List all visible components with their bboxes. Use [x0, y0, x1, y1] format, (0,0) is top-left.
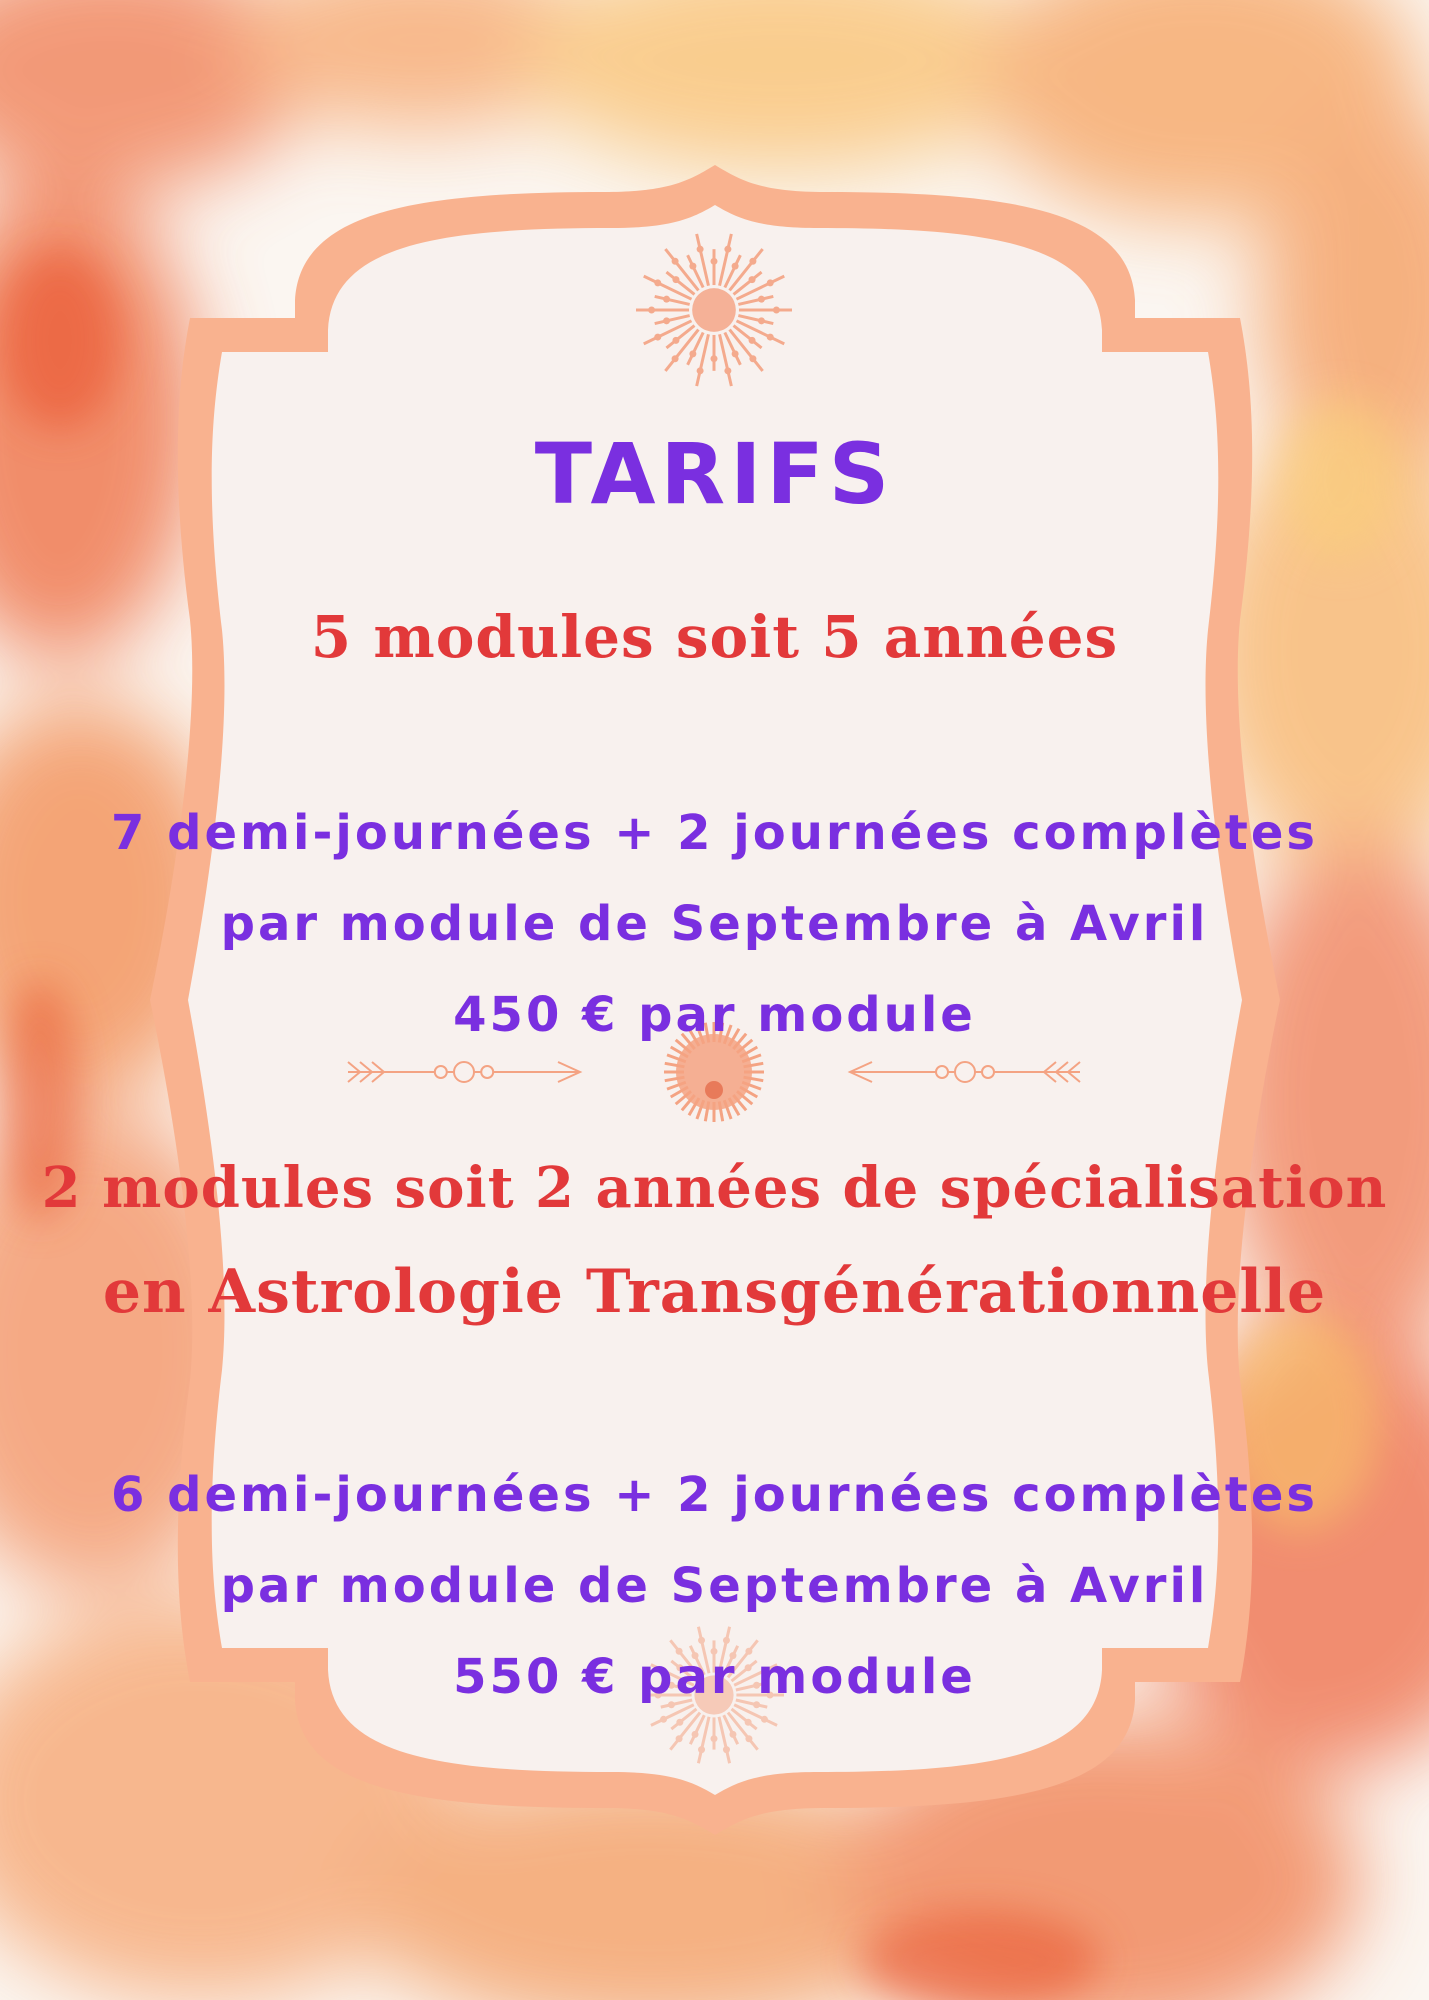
sunburst-ornament-icon [636, 234, 792, 386]
page-title: TARIFS [534, 425, 895, 523]
cycle-2-price: 550 € par module [453, 1649, 976, 1705]
cycle-1-price: 450 € par module [453, 987, 976, 1043]
cycle-1-heading: 5 modules soit 5 années [310, 603, 1119, 671]
cycle-2-line-1: 6 demi-journées + 2 journées complètes [110, 1467, 1318, 1523]
cycle-1-line-2: par module de Septembre à Avril [220, 896, 1209, 952]
cycle-2-heading-line-2: en Astrologie Transgénérationnelle [102, 1257, 1327, 1327]
arrow-divider-icon [348, 1062, 580, 1082]
cycle-1-line-1: 7 demi-journées + 2 journées complètes [110, 805, 1318, 861]
cycle-2-heading-line-1: 2 modules soit 2 années de spécialisation [41, 1155, 1388, 1221]
cycle-2-line-2: par module de Septembre à Avril [220, 1558, 1209, 1614]
arrow-divider-icon [850, 1062, 1080, 1082]
